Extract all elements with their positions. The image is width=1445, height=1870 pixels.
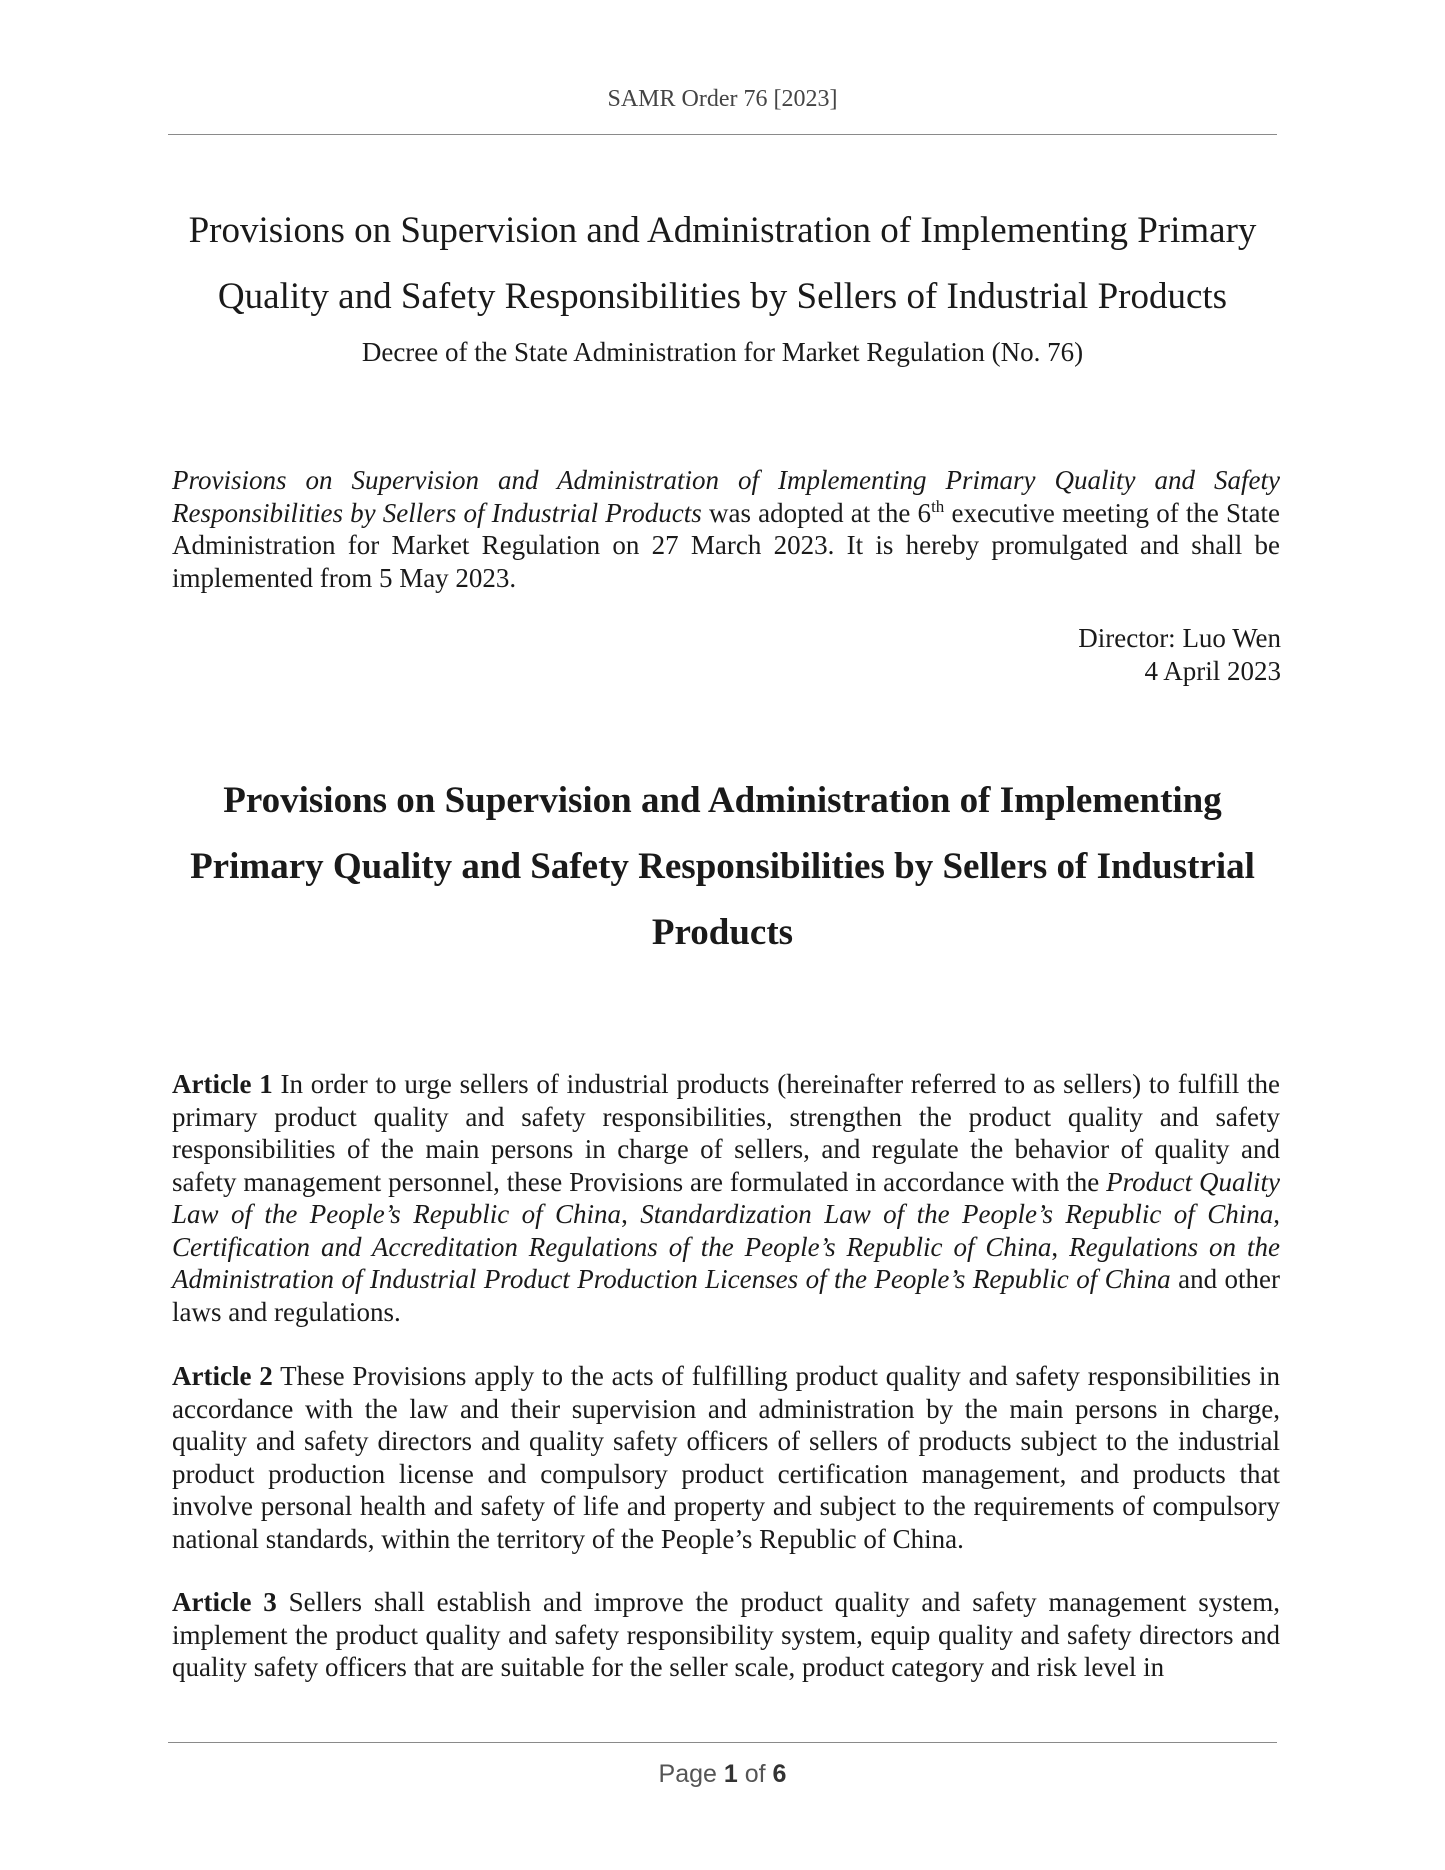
article-3-label: Article 3 [172,1587,277,1617]
page-word: Page [658,1760,724,1788]
section-title [160,768,1285,966]
document-title-line-1: Provisions on Supervision and Administration of Implementing Primary [188,210,1257,251]
law-separator: , [1051,1231,1070,1262]
article-1-text-1: In order to urge sellers of industrial products (hereinafter referred to as sellers) to fulfill the primary product quality and safety responsibilities, strengthen the product quality and safety responsibilities of the main persons in charge of sellers, and regulate the behavior of quality and safety management personnel, these Provisions are formulated in accordance with the [172,1069,1280,1197]
of-word: of [737,1760,773,1788]
signature-date: 4 April 2023 [1144,656,1281,686]
article-1-label: Article 1 [172,1069,273,1099]
article-1-text-2: and other laws and regulations. [172,1264,1280,1327]
section-title-line-3: Products [651,912,794,953]
ordinal-superscript: th [931,496,945,516]
article-2-label: Article 2 [172,1361,273,1391]
current-page-number: 1 [723,1760,738,1788]
intro-paragraph [172,464,1280,594]
document-title [160,198,1285,330]
law-title-4: Regulations on the Administration of Industrial Product Production Licenses of the People’s Republic of China [172,1231,1280,1294]
page-footer [168,1760,1277,1789]
article-3-text: Sellers shall establish and improve the product quality and safety management system, implement the product quality and safety responsibility system, equip quality and safety directors and quality safety officers that are suitable for the seller scale, product category and risk level in [172,1587,1280,1682]
law-title-3: Certification and Accreditation Regulations of the People’s Republic of China [172,1231,1052,1262]
article-2 [172,1360,1280,1555]
director-name: Director: Luo Wen [1078,623,1281,653]
article-2-text: These Provisions apply to the acts of fulfilling product quality and safety responsibilities in accordance with the law and their supervision and administration by the main persons in charge, quality and safety directors and quality safety officers of sellers of products subject to the industrial product production license and compulsory product certification management, and products that involve personal health and safety of life and property and subject to the requirements of compulsory national standards, within the territory of the People’s Republic of China. [172,1361,1280,1554]
article-1 [172,1068,1280,1328]
law-title-1: Product Quality Law of the People’s Republic of China [172,1166,1280,1229]
intro-italic-title: Provisions on Supervision and Administration of Implementing Primary Quality and Safety Responsibilities by Sellers of Industrial Products [172,465,1280,528]
section-title-line-2: Primary Quality and Safety Responsibilities by Sellers of Industrial [190,846,1255,887]
running-header: SAMR Order 76 [2023] [607,86,838,112]
footer-rule [168,1742,1277,1743]
document-subtitle: Decree of the State Administration for Market Regulation (No. 76) [361,337,1084,367]
section-title-line-1: Provisions on Supervision and Administration of Implementing [223,780,1222,821]
law-separator: , [621,1199,641,1229]
total-page-count: 6 [772,1760,787,1788]
header-rule [168,134,1277,135]
document-title-line-2: Quality and Safety Responsibilities by Sellers of Industrial Products [217,276,1228,317]
intro-text-1: was adopted at the 6 [701,497,932,528]
law-title-2: Standardization Law of the People’s Republic of China [640,1199,1274,1229]
law-separator: , [1273,1199,1281,1229]
article-3 [172,1586,1280,1684]
signature-block [1078,622,1281,688]
intro-text-2: executive meeting of the State Administration for Market Regulation on 27 March 2023. It is hereby promulgated and shall be implemented from 5 May 2023. [172,497,1280,593]
